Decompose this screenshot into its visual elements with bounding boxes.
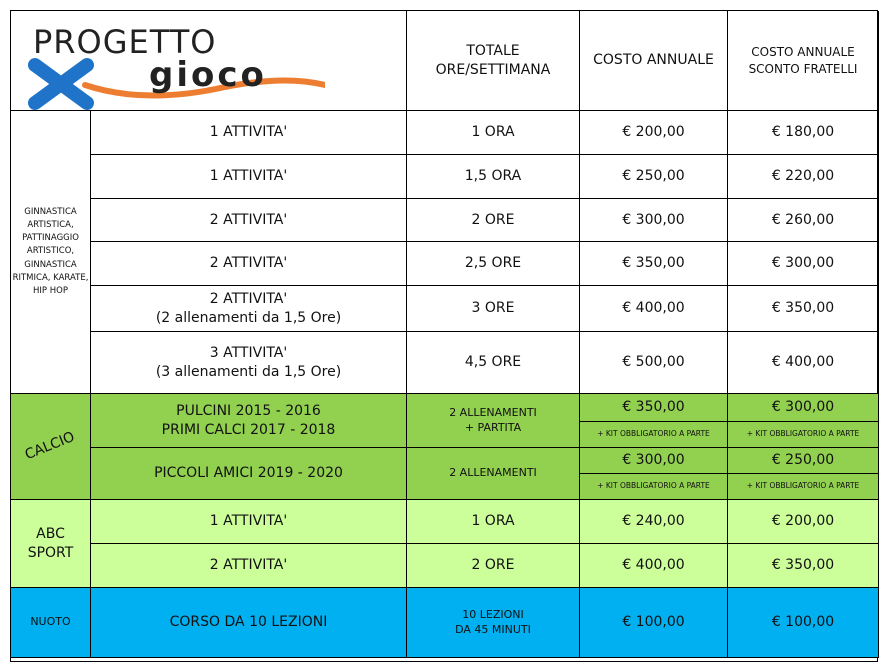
abc-ore: 2 ORE (407, 544, 580, 588)
abc-sconto: € 200,00 (728, 500, 879, 544)
row-ore: 2 ORE (407, 199, 580, 242)
row-costo: € 200,00 (580, 111, 728, 155)
row-note: (3 allenamenti da 1,5 Ore) (155, 363, 342, 380)
calcio-costo: € 300,00 (580, 448, 728, 474)
row-note: (2 allenamenti da 1,5 Ore) (155, 309, 342, 326)
header-costo: COSTO ANNUALE (580, 11, 728, 111)
logo-line1: PROGETTO (33, 23, 217, 61)
calcio-kit-note: + KIT OBBLIGATORIO A PARTE (728, 422, 879, 448)
calcio-ore1: 2 ALLENAMENTI (449, 405, 537, 419)
header-ore: TOTALE ORE/SETTIMANA (407, 11, 580, 111)
row-costo: € 300,00 (580, 199, 728, 242)
row-activity: 2 ATTIVITA' (91, 199, 407, 242)
logo-cell (11, 11, 407, 111)
row-costo: € 500,00 (580, 332, 728, 394)
price-table (10, 10, 878, 662)
abc-costo: € 400,00 (580, 544, 728, 588)
calcio-sconto: € 300,00 (728, 394, 879, 422)
row-ore: 1 ORA (407, 111, 580, 155)
category-ginnastica: GINNASTICA ARTISTICA, PATTINAGGIO ARTISTICO, GINNASTICA RITMICA, KARATE, HIP HOP (11, 111, 91, 394)
row-sconto: € 220,00 (728, 155, 879, 199)
logo-line2: gioco (149, 55, 267, 95)
calcio-row-ore: 2 ALLENAMENTI (407, 448, 580, 500)
calcio-kit-note: + KIT OBBLIGATORIO A PARTE (580, 422, 728, 448)
nuoto-ore2: DA 45 MINUTI (455, 622, 531, 636)
row-sconto: € 180,00 (728, 111, 879, 155)
row-sconto: € 300,00 (728, 242, 879, 286)
nuoto-costo: € 100,00 (580, 588, 728, 658)
row-sconto: € 350,00 (728, 286, 879, 332)
nuoto-ore1: 10 LEZIONI (462, 607, 524, 621)
row-activity: 2 ATTIVITA' (209, 290, 288, 307)
calcio-label: CALCIO (23, 428, 78, 464)
row-sconto: € 260,00 (728, 199, 879, 242)
header-sconto: COSTO ANNUALE SCONTO FRATELLI (728, 11, 879, 111)
nuoto-corso: CORSO DA 10 LEZIONI (91, 588, 407, 658)
calcio-sconto: € 250,00 (728, 448, 879, 474)
row-activity: 2 ATTIVITA' (91, 242, 407, 286)
calcio-line2: PRIMI CALCI 2017 - 2018 (161, 421, 336, 438)
calcio-row-name: PICCOLI AMICI 2019 - 2020 (91, 448, 407, 500)
row-activity: 1 ATTIVITA' (91, 111, 407, 155)
category-calcio (11, 394, 91, 500)
abc-label1: ABC (36, 525, 65, 542)
abc-label2: SPORT (27, 544, 74, 561)
category-nuoto: NUOTO (11, 588, 91, 658)
row-sconto: € 400,00 (728, 332, 879, 394)
abc-costo: € 240,00 (580, 500, 728, 544)
abc-activity: 1 ATTIVITA' (91, 500, 407, 544)
abc-sconto: € 350,00 (728, 544, 879, 588)
calcio-ore2: + PARTITA (464, 420, 522, 434)
logo (11, 11, 406, 110)
row-ore: 3 ORE (407, 286, 580, 332)
calcio-kit-note: + KIT OBBLIGATORIO A PARTE (580, 474, 728, 500)
row-costo: € 400,00 (580, 286, 728, 332)
row-costo: € 350,00 (580, 242, 728, 286)
row-activity: 3 ATTIVITA' (209, 344, 288, 361)
calcio-costo: € 350,00 (580, 394, 728, 422)
row-costo: € 250,00 (580, 155, 728, 199)
calcio-row-ore (407, 394, 580, 448)
nuoto-ore (407, 588, 580, 658)
row-ore: 4,5 ORE (407, 332, 580, 394)
row-activity: 1 ATTIVITA' (91, 155, 407, 199)
calcio-line1: PULCINI 2015 - 2016 (176, 402, 321, 419)
row-ore: 1,5 ORA (407, 155, 580, 199)
calcio-kit-note: + KIT OBBLIGATORIO A PARTE (728, 474, 879, 500)
nuoto-sconto: € 100,00 (728, 588, 879, 658)
row-activity-multi (91, 286, 407, 332)
row-ore: 2,5 ORE (407, 242, 580, 286)
category-abc-sport (11, 500, 91, 588)
abc-ore: 1 ORA (407, 500, 580, 544)
row-activity-multi (91, 332, 407, 394)
abc-activity: 2 ATTIVITA' (91, 544, 407, 588)
calcio-row-name (91, 394, 407, 448)
